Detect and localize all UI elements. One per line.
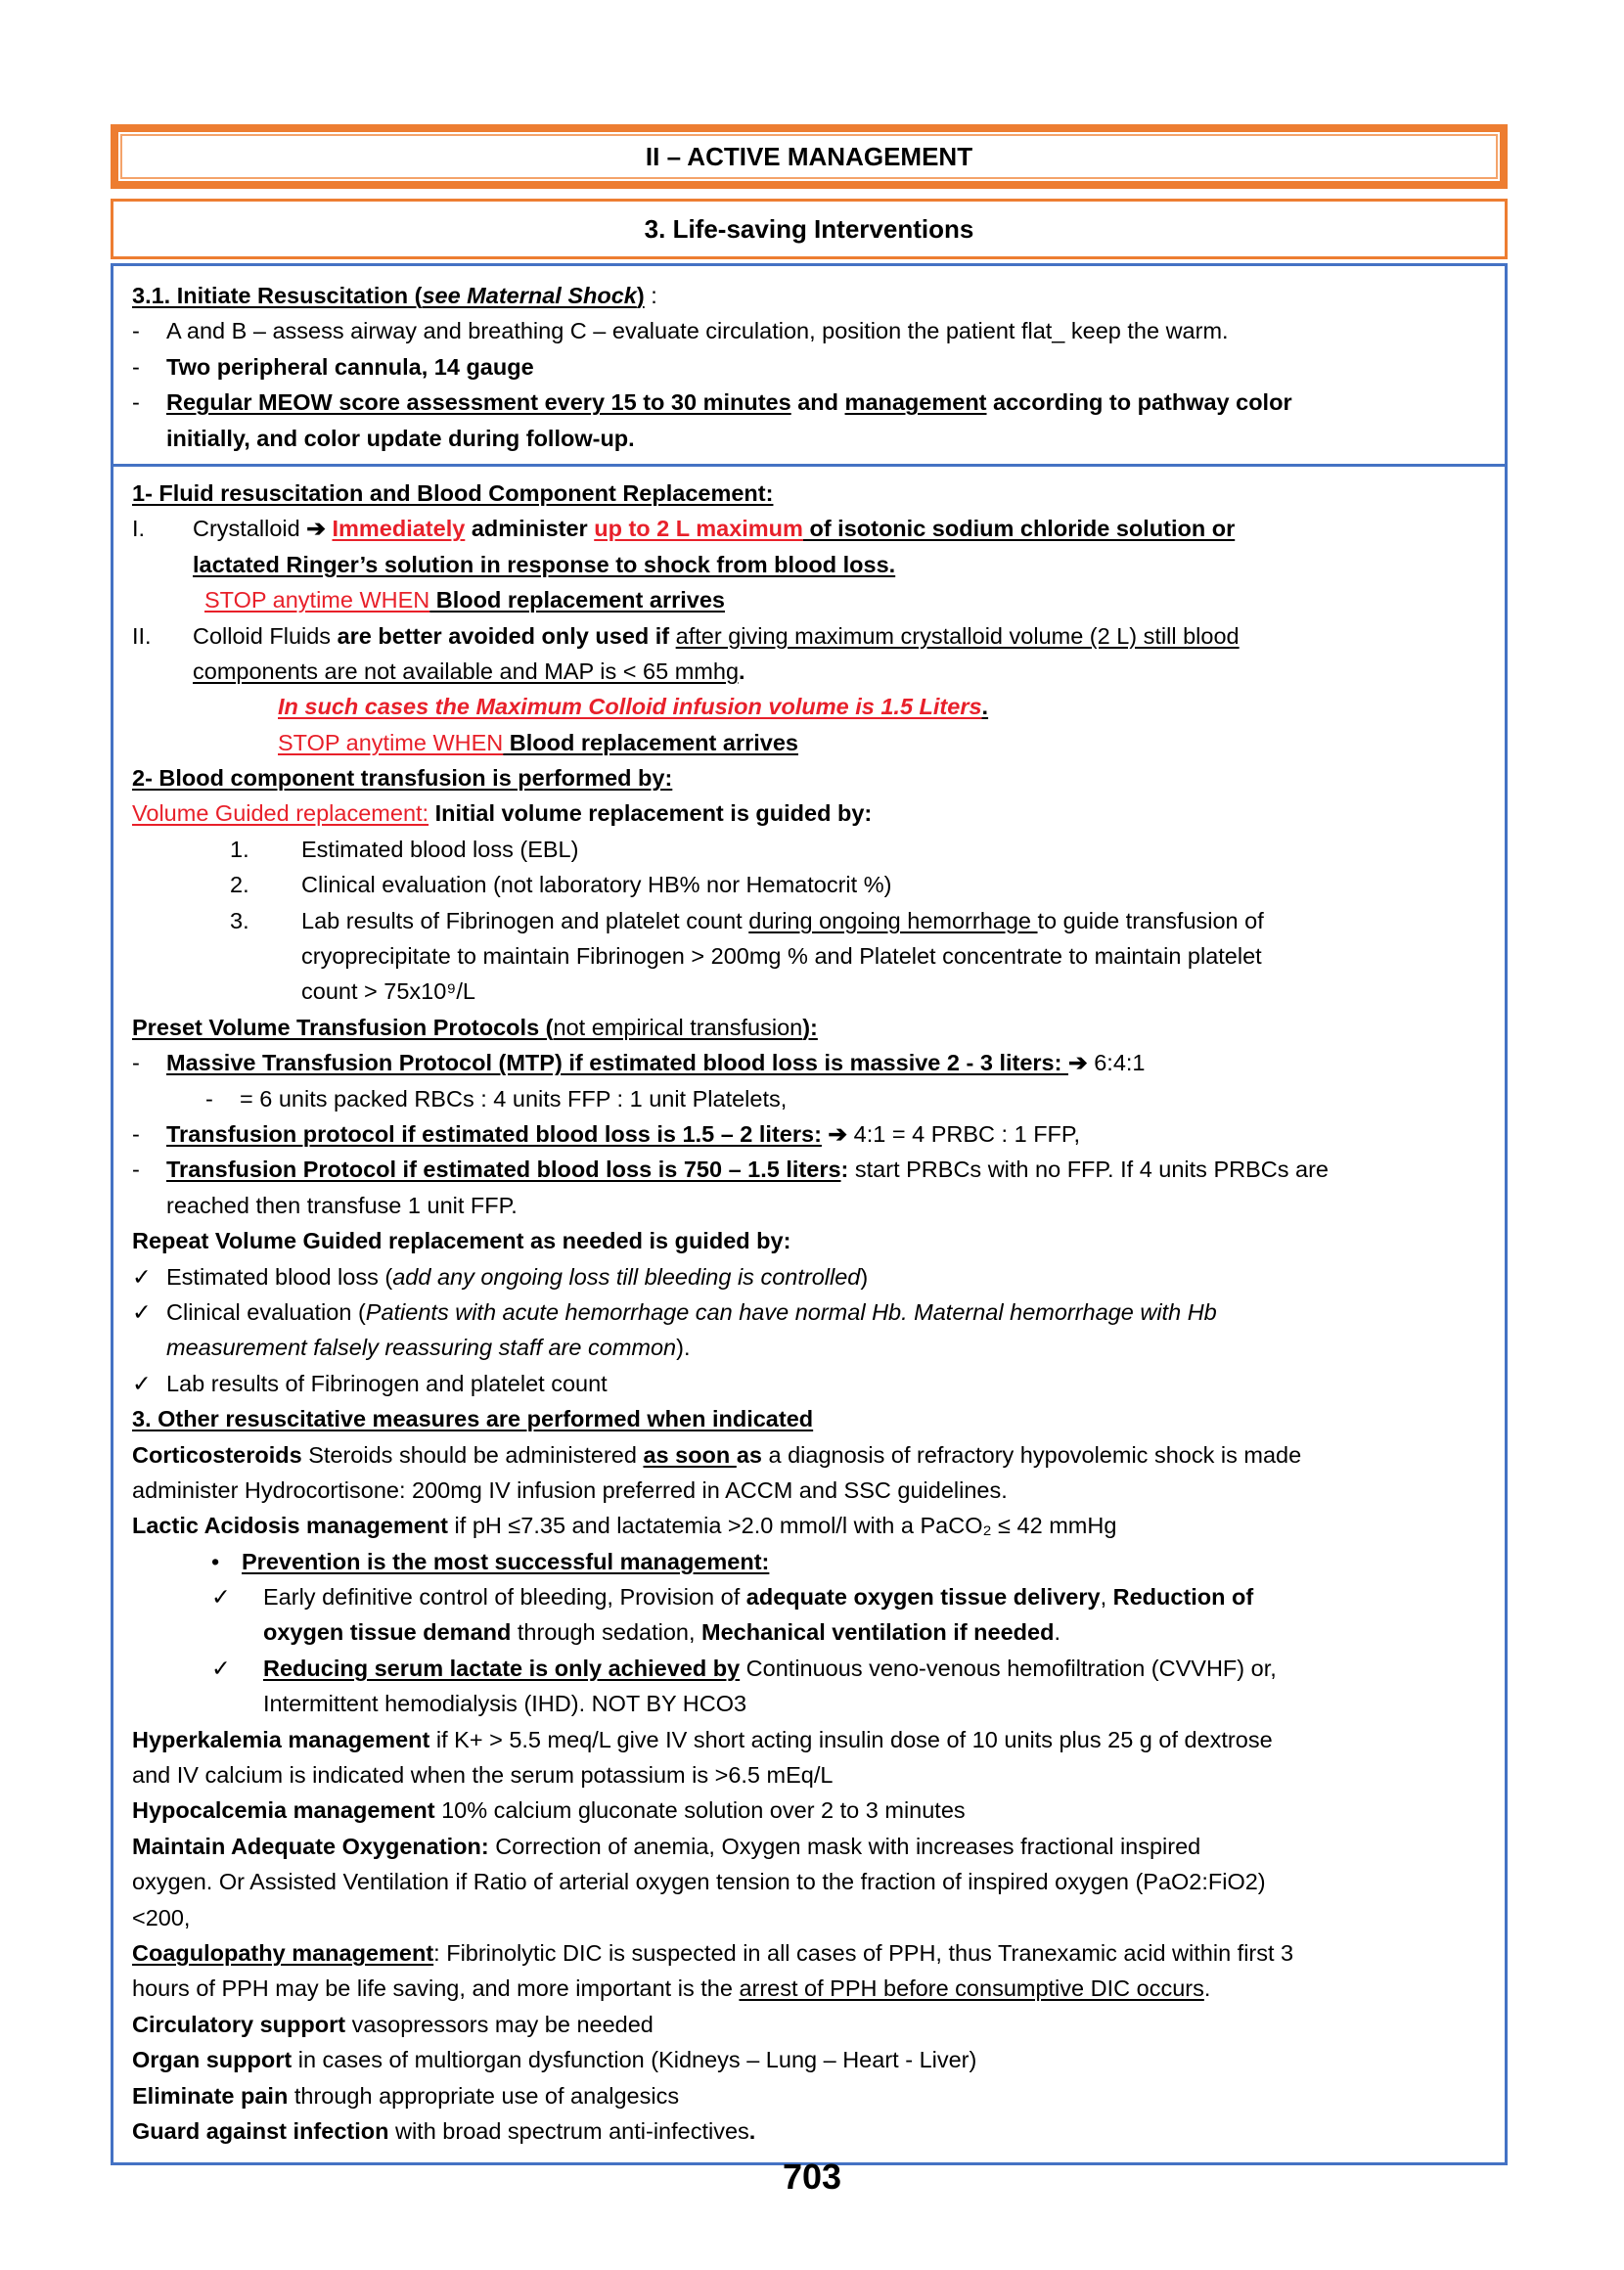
text-run: Mechanical ventilation if needed	[701, 1619, 1055, 1646]
text-run: A and B – assess airway and breathing C – evaluate circulation, position the patient flat_ keep the warm.	[166, 318, 1229, 344]
text-run: Estimated blood loss (EBL)	[301, 836, 579, 862]
text-run: Regular MEOW score assessment every 15 to 30 minutes	[166, 389, 791, 416]
line-text	[132, 1508, 1116, 1543]
line-text	[301, 867, 891, 902]
text-run: ➔	[306, 516, 333, 542]
chapter-heading-box	[111, 124, 1508, 189]
text-run: Massive Transfusion Protocol (MTP) if estimated blood loss is massive 2 - 3 liters:	[166, 1050, 1068, 1076]
checkmark-icon: ✓	[211, 1655, 231, 1681]
text-line	[113, 1614, 1505, 1650]
text-run: to guide transfusion of	[1037, 907, 1264, 933]
line-text	[132, 1900, 190, 1935]
text-line	[113, 1330, 1505, 1365]
text-line	[113, 1223, 1505, 1258]
line-text	[132, 1223, 790, 1258]
text-run: and IV calcium is indicated when the serum potassium is >6.5 mEq/L	[132, 1762, 834, 1789]
text-line	[113, 2113, 1505, 2149]
text-run: Circulatory support	[132, 2011, 346, 2037]
text-line	[113, 1081, 1505, 1116]
text-line	[113, 1757, 1505, 1793]
line-text	[263, 1651, 1277, 1686]
text-run: administer	[465, 516, 595, 542]
text-line	[113, 903, 1505, 938]
line-text	[263, 1686, 746, 1721]
text-run: Correction of anemia, Oxygen mask with increases fractional inspired	[488, 1833, 1201, 1859]
list-marker: I.	[132, 516, 146, 542]
text-run: Lactic Acidosis management	[132, 1513, 449, 1539]
list-marker: II.	[132, 622, 152, 649]
text-run: reached then transfuse 1 unit FFP.	[166, 1192, 518, 1218]
line-text	[132, 1010, 818, 1045]
text-line	[113, 313, 1505, 348]
line-text	[166, 1294, 1217, 1330]
line-text	[132, 2042, 976, 2077]
line-text	[132, 2078, 679, 2113]
line-text	[166, 1152, 1329, 1187]
line-text	[132, 1473, 1008, 1508]
fluid-and-blood-replacement-section	[113, 467, 1505, 2149]
line-text	[278, 725, 798, 760]
text-run: ➔	[821, 1120, 848, 1147]
text-run: if K+ > 5.5 meq/L give IV short acting insulin dose of 10 units plus 25 g of dextrose	[429, 1726, 1273, 1752]
line-text	[193, 618, 1240, 654]
text-line	[113, 349, 1505, 385]
text-line	[113, 795, 1505, 831]
text-run: lactated Ringer’s solution in response to shock from blood loss.	[193, 551, 896, 577]
text-line	[113, 1829, 1505, 1864]
list-marker: 2.	[230, 872, 249, 898]
line-text	[132, 1793, 966, 1828]
text-run: .	[981, 694, 989, 720]
text-run: ):	[802, 1014, 818, 1040]
line-text	[132, 1401, 813, 1436]
text-run: according to pathway color	[986, 389, 1292, 416]
line-text	[166, 385, 1292, 420]
text-run: Clinical evaluation (not laboratory HB% nor Hematocrit %)	[301, 872, 892, 898]
text-run: components are not available and MAP is < 65 mmhg	[193, 658, 740, 684]
initiate-resuscitation-section	[113, 266, 1505, 467]
text-line	[113, 1544, 1505, 1579]
list-marker: 3.	[230, 907, 249, 933]
line-text	[278, 689, 988, 724]
line-text	[132, 1829, 1200, 1864]
text-run: 4:1 = 4 PRBC : 1 FFP,	[847, 1120, 1081, 1147]
text-run: Lab results of Fibrinogen and platelet count	[301, 907, 749, 933]
text-line	[113, 689, 1505, 724]
text-line	[113, 1294, 1505, 1330]
text-run: see Maternal Shock	[422, 283, 637, 308]
text-line	[113, 385, 1505, 420]
text-run: Lab results of Fibrinogen and platelet count	[166, 1370, 608, 1396]
line-text	[166, 1045, 1145, 1080]
line-text	[166, 313, 1229, 348]
list-marker: -	[132, 389, 140, 416]
text-run: Repeat Volume Guided replacement as needed is guided by:	[132, 1228, 791, 1254]
page-number: 703	[782, 2156, 842, 2197]
text-run: .	[1054, 1619, 1060, 1646]
text-run: .	[748, 2117, 756, 2144]
text-run: Eliminate pain	[132, 2082, 289, 2109]
line-text	[132, 795, 872, 831]
text-line	[113, 1722, 1505, 1757]
highlighted-text: In such cases the Maximum Colloid infusion volume is 1.5 Liters	[278, 694, 982, 720]
line-text	[301, 903, 1264, 938]
text-line	[113, 1686, 1505, 1721]
text-line	[113, 1259, 1505, 1294]
text-run: Prevention is the most successful management:	[242, 1548, 770, 1574]
text-run: Intermittent hemodialysis (IHD). NOT BY HCO3	[263, 1691, 747, 1717]
text-line	[113, 1579, 1505, 1614]
line-text	[301, 974, 475, 1009]
text-line	[113, 1864, 1505, 1899]
text-run: measurement falsely reassuring staff are common	[166, 1335, 677, 1361]
text-line	[113, 476, 1505, 511]
checkmark-icon: ✓	[211, 1584, 231, 1611]
line-text	[166, 349, 534, 385]
text-line	[113, 547, 1505, 582]
text-run: Hypocalcemia management	[132, 1797, 435, 1824]
text-run: Hyperkalemia management	[132, 1726, 430, 1752]
text-run: Blood replacement arrives	[429, 587, 725, 613]
text-run: arrest of PPH before consumptive DIC occurs	[739, 1975, 1204, 2002]
text-line	[113, 582, 1505, 617]
chapter-heading: II – ACTIVE MANAGEMENT	[645, 141, 973, 171]
text-run: if pH ≤7.35 and lactatemia >2.0 mmol/l with a PaCO₂ ≤ 42 mmHg	[448, 1513, 1117, 1539]
text-run: management	[844, 389, 987, 416]
text-run: )	[860, 1263, 869, 1290]
text-run: a diagnosis of refractory hypovolemic shock is made	[761, 1441, 1302, 1468]
text-line	[113, 1045, 1505, 1080]
text-line	[113, 1152, 1505, 1187]
text-run: = 6 units packed RBCs : 4 units FFP : 1 unit Platelets,	[240, 1085, 788, 1112]
text-run: :	[644, 283, 657, 308]
text-run: Maintain Adequate Oxygenation:	[132, 1833, 489, 1859]
line-text	[240, 1081, 787, 1116]
line-text	[166, 1330, 691, 1365]
text-line	[113, 1188, 1505, 1223]
checkmark-icon: ✓	[132, 1263, 152, 1290]
content-box	[111, 263, 1508, 2165]
line-text	[132, 278, 657, 313]
text-run: Reducing serum lactate is only achieved by	[263, 1655, 741, 1681]
text-run: 10% calcium gluconate solution over 2 to 3 minutes	[434, 1797, 966, 1824]
text-run: ,	[1100, 1584, 1113, 1611]
text-run: not empirical transfusion	[553, 1014, 803, 1040]
text-line	[113, 2042, 1505, 2077]
text-line	[113, 1366, 1505, 1401]
text-run: :	[840, 1157, 849, 1183]
text-line	[113, 511, 1505, 546]
text-run: administer Hydrocortisone: 200mg IV infusion preferred in ACCM and SSC guidelines.	[132, 1476, 1008, 1503]
text-run: in cases of multiorgan dysfunction (Kidneys – Lung – Heart - Liver)	[292, 2047, 977, 2073]
line-text	[263, 1614, 1060, 1650]
line-text	[132, 760, 672, 795]
text-line	[113, 278, 1505, 313]
list-marker: -	[132, 318, 140, 344]
text-run: Two peripheral cannula, 14 gauge	[166, 353, 534, 380]
line-text	[193, 654, 745, 689]
line-text	[132, 2113, 755, 2149]
text-run: Corticosteroids	[132, 1441, 302, 1468]
line-text	[132, 476, 773, 511]
line-text	[166, 1116, 1080, 1152]
text-line	[113, 421, 1505, 456]
text-run: as soon	[643, 1441, 737, 1468]
line-text	[166, 421, 635, 456]
text-run: initially, and color update during follow-up.	[166, 425, 635, 451]
text-run: Blood replacement arrives	[503, 729, 798, 755]
text-line	[113, 938, 1505, 974]
line-text	[204, 582, 725, 617]
line-text	[166, 1188, 518, 1223]
text-run: during ongoing hemorrhage	[748, 907, 1038, 933]
highlighted-text: up to 2 L maximum	[594, 516, 803, 542]
line-text	[193, 547, 895, 582]
text-run: after giving maximum crystalloid volume (2 L) still blood	[675, 622, 1240, 649]
text-run: and	[790, 389, 845, 416]
line-text	[242, 1544, 769, 1579]
section-heading-box	[111, 199, 1508, 259]
highlighted-text: Volume Guided replacement:	[132, 800, 429, 827]
list-marker: -	[132, 1120, 140, 1147]
bullet-icon: •	[211, 1548, 220, 1574]
checkmark-icon: ✓	[132, 1298, 152, 1325]
list-marker: -	[132, 1050, 140, 1076]
text-run: Organ support	[132, 2047, 293, 2073]
highlighted-text: Immediately	[332, 516, 466, 542]
line-text	[132, 2007, 654, 2042]
text-run: )	[636, 283, 645, 308]
text-run: 2- Blood component transfusion is performed by:	[132, 765, 673, 792]
text-line	[113, 1900, 1505, 1935]
text-run: : Fibrinolytic DIC is suspected in all cases of PPH, thus Tranexamic acid within first 3	[433, 1939, 1294, 1966]
line-text	[132, 1935, 1293, 1971]
text-line	[113, 1793, 1505, 1828]
text-run: Patients with acute hemorrhage can have normal Hb. Maternal hemorrhage with Hb	[365, 1298, 1217, 1325]
text-run: Coagulopathy management	[132, 1939, 434, 1966]
text-run: Estimated blood loss (	[166, 1263, 393, 1290]
text-run: as	[736, 1441, 762, 1468]
text-run: count > 75x10⁹/L	[301, 978, 475, 1005]
text-run: of isotonic sodium chloride solution or	[802, 516, 1236, 542]
highlighted-text: STOP anytime WHEN	[278, 729, 504, 755]
text-line	[113, 2078, 1505, 2113]
highlighted-text: STOP anytime WHEN	[204, 587, 430, 613]
line-text	[132, 1757, 833, 1793]
text-line	[113, 1935, 1505, 1971]
line-text	[132, 1722, 1273, 1757]
text-run: Early definitive control of bleeding, Provision of	[263, 1584, 746, 1611]
text-run: ➔	[1067, 1050, 1088, 1076]
text-run: Initial volume replacement is guided by:	[429, 800, 873, 827]
text-run: Steroids should be administered	[301, 1441, 644, 1468]
text-run: 3. Other resuscitative measures are performed when indicated	[132, 1406, 814, 1432]
text-run: Transfusion Protocol if estimated blood loss is 750 – 1.5 liters	[166, 1157, 841, 1183]
text-run: Guard against infection	[132, 2117, 389, 2144]
text-line	[113, 1116, 1505, 1152]
text-run: 6:4:1	[1087, 1050, 1146, 1076]
text-run: cryoprecipitate to maintain Fibrinogen > 200mg % and Platelet concentrate to maintain platelet	[301, 943, 1262, 970]
text-run: start PRBCs with no FFP. If 4 units PRBCs are	[848, 1157, 1329, 1183]
line-text	[132, 1971, 1210, 2006]
text-run: Continuous veno-venous hemofiltration (CVVHF) or,	[740, 1655, 1277, 1681]
text-run: Crystalloid	[193, 516, 307, 542]
text-line	[113, 725, 1505, 760]
text-line	[113, 1437, 1505, 1473]
line-text	[193, 511, 1235, 546]
text-run: oxygen. Or Assisted Ventilation if Ratio of arterial oxygen tension to the fraction of inspired oxygen (PaO2:FiO2)	[132, 1869, 1266, 1895]
text-run: 3.1. Initiate Resuscitation (	[132, 283, 423, 308]
text-run: Transfusion protocol if estimated blood loss is 1.5 – 2 liters:	[166, 1120, 822, 1147]
line-text	[263, 1579, 1253, 1614]
text-run: Clinical evaluation (	[166, 1298, 366, 1325]
text-line	[113, 1010, 1505, 1045]
line-text	[166, 1366, 608, 1401]
text-run: vasopressors may be needed	[345, 2011, 654, 2037]
list-marker: -	[132, 353, 140, 380]
text-run: .	[739, 658, 745, 684]
text-run: 1- Fluid resuscitation and Blood Component Replacement:	[132, 479, 774, 506]
text-run: through appropriate use of analgesics	[288, 2082, 680, 2109]
text-line	[113, 974, 1505, 1009]
list-marker: -	[132, 1157, 140, 1183]
text-run: Reduction of	[1112, 1584, 1254, 1611]
text-run: are better avoided only used if	[331, 622, 676, 649]
section-heading: 3. Life-saving Interventions	[644, 213, 974, 244]
text-run: hours of PPH may be life saving, and more important is the	[132, 1975, 740, 2002]
text-run: add any ongoing loss till bleeding is controlled	[392, 1263, 861, 1290]
text-run: ).	[676, 1335, 691, 1361]
line-text	[301, 938, 1262, 974]
text-line	[113, 1971, 1505, 2006]
list-marker: 1.	[230, 836, 249, 862]
text-line	[113, 832, 1505, 867]
text-line	[113, 2007, 1505, 2042]
checkmark-icon: ✓	[132, 1370, 152, 1396]
text-run: adequate oxygen tissue delivery	[745, 1584, 1101, 1611]
text-run: oxygen tissue demand	[263, 1619, 512, 1646]
text-run: <200,	[132, 1904, 191, 1930]
text-run: through sedation,	[511, 1619, 702, 1646]
text-run: Colloid Fluids	[193, 622, 332, 649]
text-run: .	[1203, 1975, 1211, 2002]
line-text	[301, 832, 578, 867]
text-run: Preset Volume Transfusion Protocols (	[132, 1014, 554, 1040]
text-line	[113, 1473, 1505, 1508]
text-line	[113, 760, 1505, 795]
text-line	[113, 618, 1505, 654]
line-text	[166, 1259, 868, 1294]
list-marker: -	[205, 1085, 213, 1112]
text-line	[113, 1401, 1505, 1436]
text-line	[113, 867, 1505, 902]
text-line	[113, 1508, 1505, 1543]
line-text	[132, 1864, 1266, 1899]
text-line	[113, 1651, 1505, 1686]
line-text	[132, 1437, 1301, 1473]
text-run: with broad spectrum anti-infectives	[388, 2117, 749, 2144]
text-line	[113, 654, 1505, 689]
